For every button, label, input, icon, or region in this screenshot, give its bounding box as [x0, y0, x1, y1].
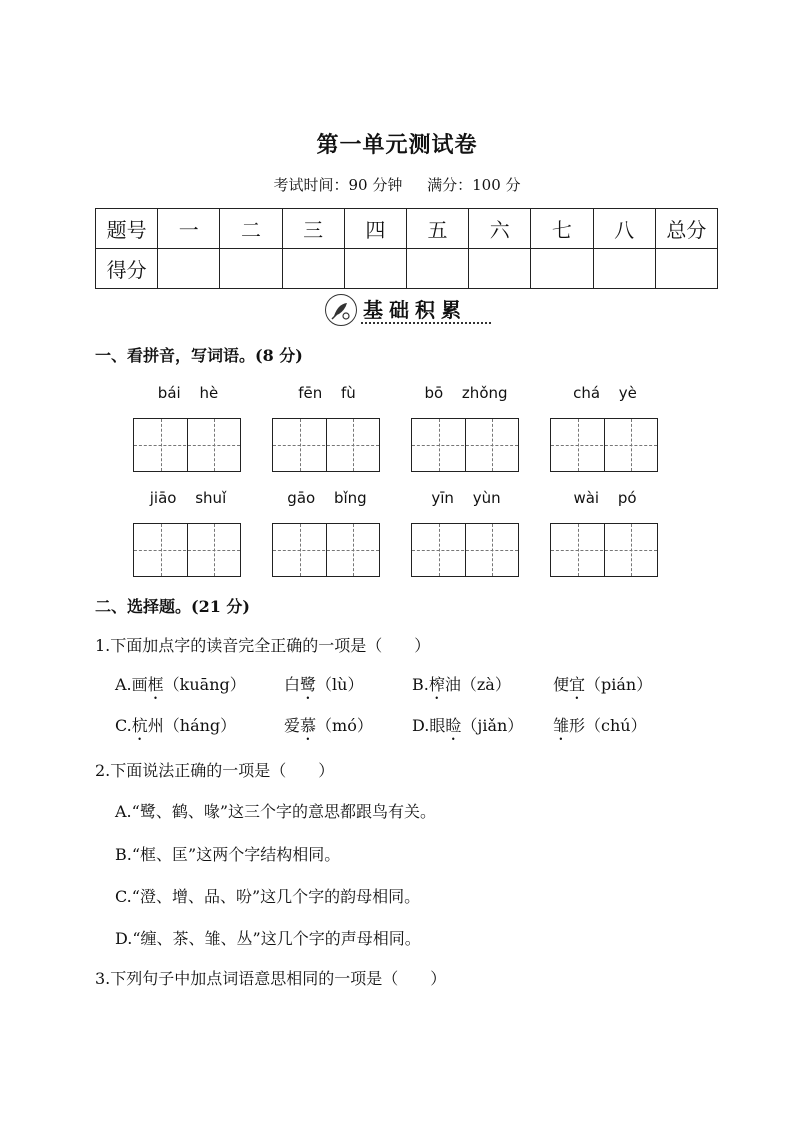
writing-grid[interactable] [272, 523, 380, 577]
option-c1[interactable] [115, 713, 236, 744]
option-text: 州（háng） [147, 716, 237, 735]
option-a2[interactable] [284, 672, 363, 703]
option-text: （kuāng） [163, 675, 246, 694]
score-cell-header: 二 [220, 209, 282, 249]
score-cell-blank[interactable] [593, 249, 655, 289]
pinyin-label: bái hè [157, 384, 219, 402]
score-cell-blank[interactable] [406, 249, 468, 289]
writing-grid[interactable] [272, 418, 380, 472]
option-text: 油（zà） [444, 675, 511, 694]
section-underline [361, 322, 491, 324]
option-a1[interactable] [115, 672, 246, 703]
option-text: A.画 [115, 675, 148, 694]
option-text: （lù） [316, 675, 364, 694]
pinyin-label: chá yè [573, 384, 637, 402]
question-2-2-stem: 2.下面说法正确的一项是（ ） [95, 761, 335, 780]
score-cell-blank[interactable] [282, 249, 344, 289]
score-cell-blank[interactable] [220, 249, 282, 289]
option-b2[interactable] [553, 672, 652, 703]
dotted-char: 睑 [445, 716, 462, 735]
writing-grid[interactable] [411, 523, 519, 577]
brush-emblem-icon [325, 294, 357, 326]
dotted-char: 框 [147, 675, 164, 694]
section-title: 基础积累 [363, 298, 467, 322]
score-table [95, 208, 718, 289]
page-title: 第一单元测试卷 [316, 132, 478, 158]
dotted-char: 雏 [553, 716, 570, 735]
score-cell-blank[interactable] [655, 249, 717, 289]
score-cell-blank[interactable] [531, 249, 593, 289]
option-text: D.眼 [412, 716, 446, 735]
question-2-heading: 二、选择题。(21 分) [95, 597, 250, 616]
exam-time: 考试时间：90 分钟 [273, 176, 403, 194]
pinyin-label: yīn yùn [431, 489, 501, 507]
question-2-1-stem: 1.下面加点字的读音完全正确的一项是（ ） [95, 636, 431, 655]
score-cell-header: 一 [158, 209, 220, 249]
score-cell-header: 总分 [655, 209, 717, 249]
option-text: （pián） [585, 675, 653, 694]
score-cell-blank[interactable] [344, 249, 406, 289]
score-cell-blank[interactable] [469, 249, 531, 289]
pinyin-label: gāo bǐng [287, 489, 367, 507]
score-cell-header: 六 [469, 209, 531, 249]
question-2-3-stem: 3.下列句子中加点词语意思相同的一项是（ ） [95, 969, 447, 988]
option-d1[interactable] [412, 713, 523, 744]
score-table-header-row [96, 209, 718, 249]
writing-grid[interactable] [550, 418, 658, 472]
option-a[interactable]: A.“鹭、鹤、喙”这三个字的意思都跟鸟有关。 [115, 802, 437, 821]
dotted-char: 榨 [428, 675, 445, 694]
pinyin-label: jiāo shuǐ [149, 489, 227, 507]
option-text: B. [412, 675, 429, 694]
option-text: 爱 [284, 716, 301, 735]
score-cell-header: 七 [531, 209, 593, 249]
score-cell-blank[interactable] [158, 249, 220, 289]
score-table-score-row [96, 249, 718, 289]
option-b[interactable]: B.“框、匡”这两个字结构相同。 [115, 845, 341, 864]
option-text: （mó） [316, 716, 373, 735]
score-cell-header: 五 [406, 209, 468, 249]
score-cell-label: 得分 [96, 249, 158, 289]
option-text: （jiǎn） [461, 716, 524, 735]
section-banner [325, 290, 495, 326]
score-cell-header: 四 [344, 209, 406, 249]
pinyin-label: fēn fù [298, 384, 356, 402]
option-text: 形（chú） [569, 716, 647, 735]
option-b1[interactable] [412, 672, 511, 703]
pinyin-label: wài pó [573, 489, 637, 507]
dotted-char: 杭 [131, 716, 148, 735]
writing-grid[interactable] [133, 418, 241, 472]
option-c2[interactable] [284, 713, 373, 744]
pinyin-label: bō zhǒng [424, 384, 508, 402]
exam-info [0, 174, 794, 195]
exam-full-score: 满分：100 分 [427, 176, 521, 194]
score-cell-header: 八 [593, 209, 655, 249]
dotted-char: 宜 [569, 675, 586, 694]
option-text: C. [115, 716, 132, 735]
dotted-char: 鹭 [300, 675, 317, 694]
writing-grid[interactable] [550, 523, 658, 577]
option-c[interactable]: C.“澄、增、品、吩”这几个字的韵母相同。 [115, 887, 421, 906]
question-1-heading: 一、看拼音，写词语。(8 分) [95, 346, 303, 365]
score-cell-label: 题号 [96, 209, 158, 249]
option-d[interactable]: D.“缠、茶、雏、丛”这几个字的声母相同。 [115, 929, 421, 948]
option-text: 便 [553, 675, 570, 694]
option-text: 白 [284, 675, 301, 694]
score-cell-header: 三 [282, 209, 344, 249]
dotted-char: 慕 [300, 716, 317, 735]
writing-grid[interactable] [133, 523, 241, 577]
option-d2[interactable] [553, 713, 647, 744]
writing-grid[interactable] [411, 418, 519, 472]
